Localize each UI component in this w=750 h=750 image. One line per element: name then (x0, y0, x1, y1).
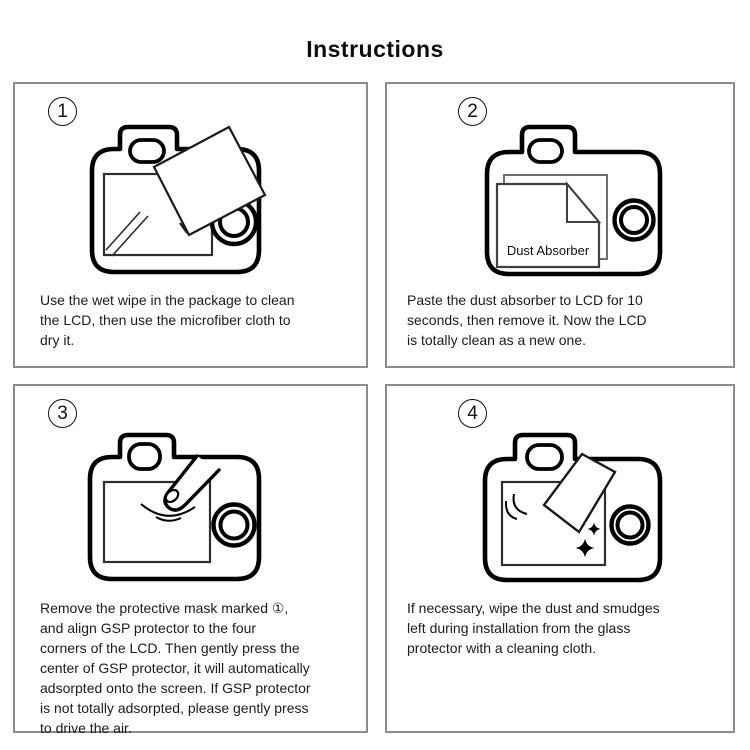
step-number-badge: 3 (48, 399, 77, 428)
camera-dust-absorber-icon (470, 114, 665, 279)
step-1-instructions: Use the wet wipe in the package to clean the LCD, then use the microfiber cloth to dry it. (40, 292, 295, 348)
step-2-instructions: Paste the dust absorber to LCD for 10 seconds, then remove it. Now the LCD is totally clean as a new one. (407, 292, 647, 348)
step-number-badge: 4 (458, 399, 487, 428)
step-panel-1 (13, 82, 368, 368)
step-panel-2 (385, 82, 735, 368)
step-3-instructions: Remove the protective mask marked ①, and align GSP protector to the four corners of the LCD. Then gently press the center of GSP protector, it will automatically adsorpted onto the screen. If GSP protector is not totally adsorpted, please gently press to drive the air. (40, 600, 311, 736)
page-title: Instructions (306, 36, 444, 62)
dust-absorber-label: Dust Absorber (506, 243, 590, 258)
camera-cleaning-cloth-icon (470, 419, 665, 589)
step-panel-4 (385, 384, 735, 733)
step-number-badge: 2 (458, 97, 487, 126)
step-number-badge: 1 (48, 97, 77, 126)
step-4-instructions: If necessary, wipe the dust and smudges left during installation from the glass protector with a cleaning cloth. (407, 600, 660, 656)
camera-finger-press-icon (73, 419, 283, 589)
step-panel-3 (13, 384, 368, 736)
camera-wet-wipe-icon (73, 112, 283, 282)
